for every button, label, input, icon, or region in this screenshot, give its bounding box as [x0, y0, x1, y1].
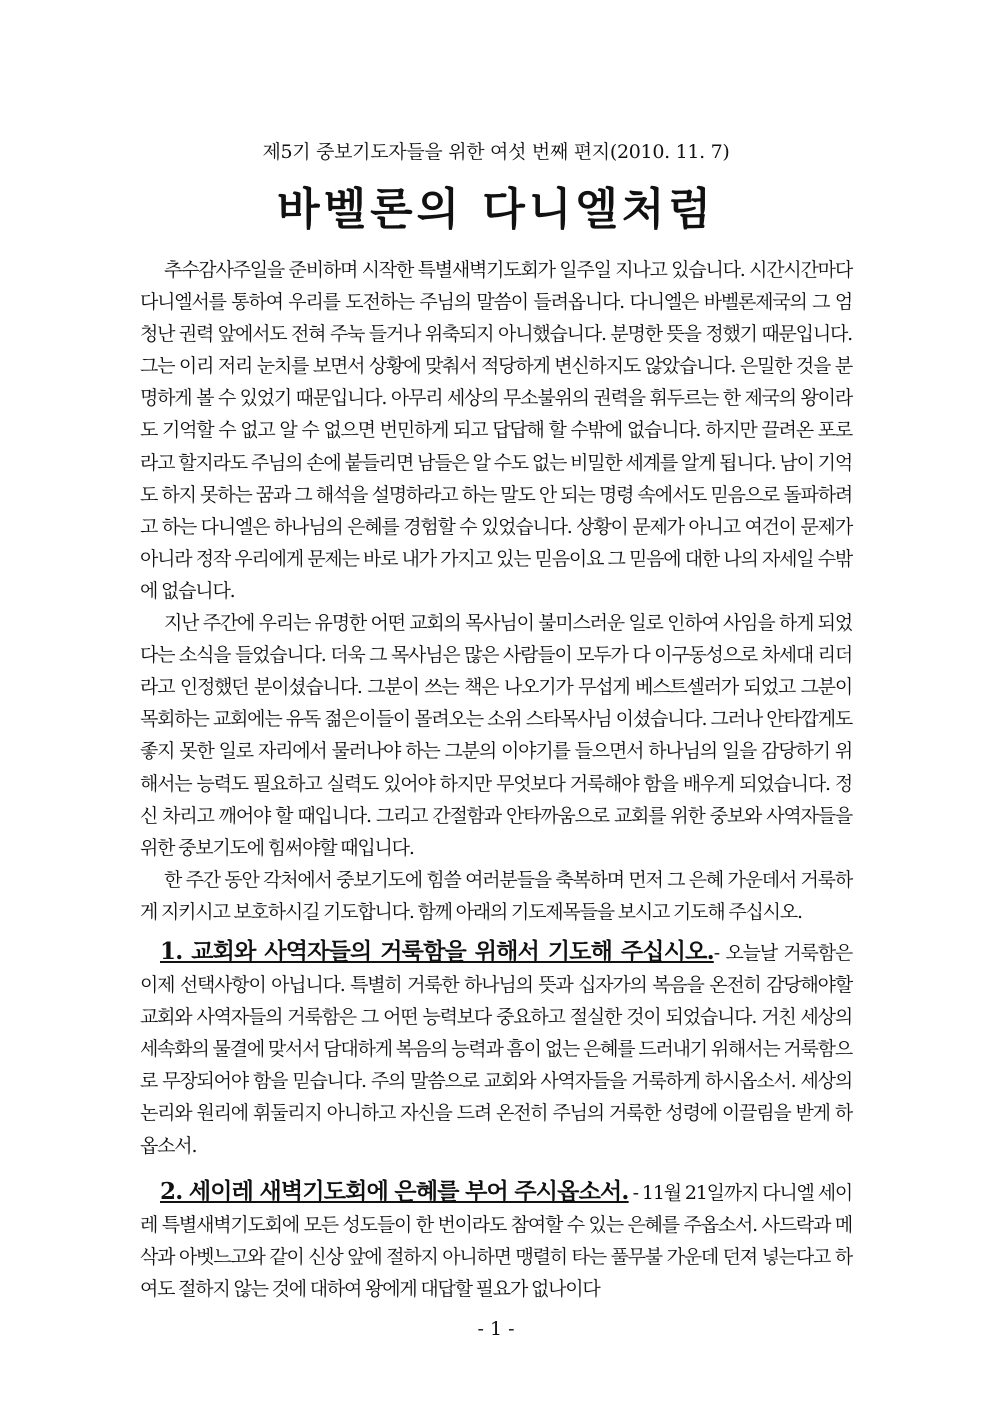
- body-paragraph: 지난 주간에 우리는 유명한 어떤 교회의 목사님이 불미스러운 일로 인하여 사임을 하게 되었다는 소식을 들었습니다. 더욱 그 목사님은 많은 사람들이 모두가 다 이구동성으로 차세대 리더라고 인정했던 분이셨습니다. 그분이 쓰는 책은 나오기가 무섭게 베스트셀러가 되었고 그분이 목회하는 교회에는 유독 젊은이들이 몰려오는 소위 스타목사님 이셨습니다. 그러나 안타깝게도 좋지 못한 일로 자리에서 물러나야 하는 그분의 이야기를 들으면서 하나님의 일을 감당하기 위해서는 능력도 필요하고 실력도 있어야 하지만 무엇보다 거룩해야 함을 배우게 되었습니다. 정신 차리고 깨어야 할 때입니다. 그리고 간절함과 안타까움으로 교회를 위한 중보와 사역자들을 위한 중보기도에 힘써야할 때입니다.: [140, 612, 852, 859]
- prayer-item: [140, 936, 852, 1162]
- letter-title: 바벨론의 다니엘처럼: [277, 184, 715, 235]
- prayer-item-text: - 11월 21일까지 다니엘 세이레 특별새벽기도회에 모든 성도들이 한 번이라도 참여할 수 있는 은혜를 주옵소서. 사드락과 메삭과 아벳느고와 같이 신상 앞에 절하지 아니하면 맹렬히 타는 풀무불 가운데 던져 넣는다고 하여도 절하지 않는 것에 대하여 왕에게 대답할 필요가 없나이다: [140, 1181, 852, 1300]
- prayer-item-text: - 오늘날 거룩함은 이제 선택사항이 아닙니다. 특별히 거룩한 하나님의 뜻과 십자가의 복음을 온전히 감당해야할 교회와 사역자들의 거룩함은 그 어떤 능력보다 중요하고 절실한 것이 되었습니다. 거친 세상의 세속화의 물결에 맞서서 담대하게 복음의 능력과 흠이 없는 은혜를 드러내기 위해서는 거룩함으로 무장되어야 함을 믿습니다. 주의 말씀으로 교회와 사역자들을 거룩하게 하시옵소서. 세상의 논리와 원리에 휘둘리지 아니하고 자신을 드려 온전히 주님의 거룩한 성령에 이끌림을 받게 하옵소서.: [140, 941, 852, 1157]
- letter-subtitle: 제5기 중보기도자들을 위한 여섯 번째 편지(2010. 11. 7): [262, 141, 730, 163]
- body-paragraph: 한 주간 동안 각처에서 중보기도에 힘쓸 여러분들을 축복하며 먼저 그 은혜 가운데서 거룩하게 지키시고 보호하시길 기도합니다. 함께 아래의 기도제목들을 보시고 기도해 주십시오.: [140, 868, 852, 923]
- body-paragraph: 추수감사주일을 준비하며 시작한 특별새벽기도회가 일주일 지나고 있습니다. 시간시간마다 다니엘서를 통하여 우리를 도전하는 주님의 말씀이 들려옵니다. 다니엘은 바벨론제국의 그 엄청난 권력 앞에서도 전혀 주눅 들거나 위축되지 아니했습니다. 분명한 뜻을 정했기 때문입니다. 그는 이리 저리 눈치를 보면서 상황에 맞춰서 적당하게 변신하지도 않았습니다. 은밀한 것을 분명하게 볼 수 있었기 때문입니다. 아무리 세상의 무소불위의 권력을 휘두르는 한 제국의 왕이라도 기억할 수 없고 알 수 없으면 번민하게 되고 답답해 할 수밖에 없습니다. 하지만 끌려온 포로라고 할지라도 주님의 손에 붙들리면 남들은 알 수도 없는 비밀한 세계를 알게 됩니다. 남이 기억도 하지 못하는 꿈과 그 해석을 설명하라고 하는 말도 안 되는 명령 속에서도 믿음으로 돌파하려고 하는 다니엘은 하나님의 은혜를 경험할 수 있었습니다. 상황이 문제가 아니고 여건이 문제가 아니라 정작 우리에게 문제는 바로 내가 가지고 있는 믿음이요 그 믿음에 대한 나의 자세일 수밖에 없습니다.: [140, 259, 852, 602]
- page-number: - 1 -: [477, 1318, 515, 1340]
- prayer-item-heading: 2. 세이레 새벽기도회에 은혜를 부어 주시옵소서.: [160, 1177, 629, 1205]
- prayer-item-heading: 1. 교회와 사역자들의 거룩함을 위해서 기도해 주십시오.: [160, 937, 714, 965]
- prayer-item: [140, 1176, 852, 1305]
- letter-body: [140, 254, 852, 1305]
